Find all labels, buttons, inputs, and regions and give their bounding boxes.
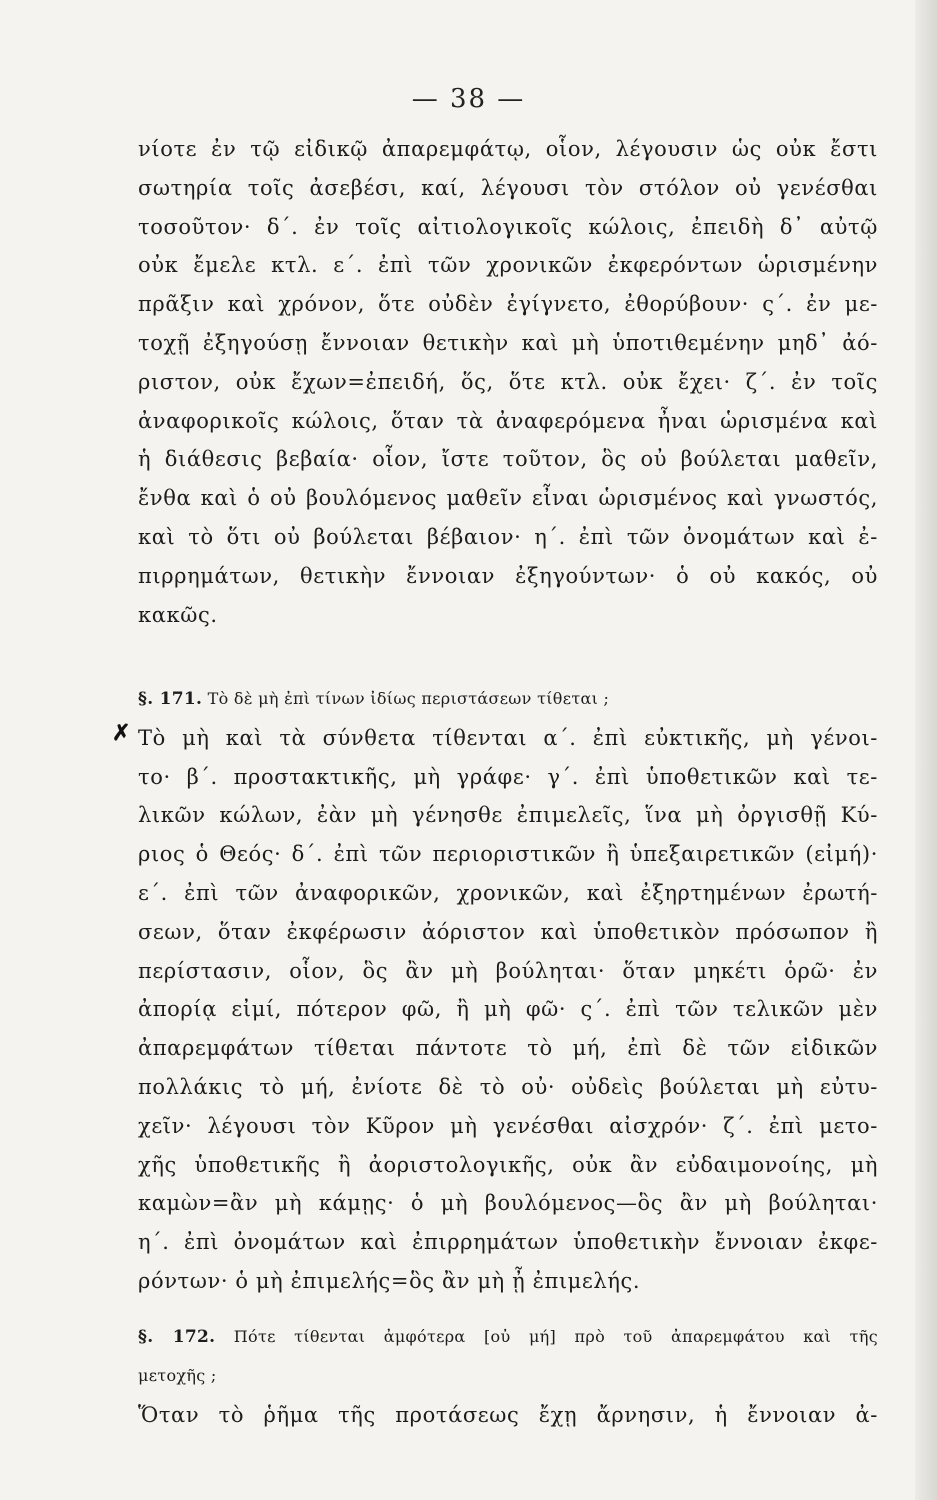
text-line: ἀπορίᾳ εἰμί, πότερον φῶ, ἢ μὴ φῶ· ς΄. ἐπὶ τῶν τελικῶν μὲν <box>138 997 878 1022</box>
section-number: §. 171. <box>138 689 203 709</box>
text-line: ε΄. ἐπὶ τῶν ἀναφορικῶν, χρονικῶν, καὶ ἐξηρτημένων ἐρωτή- <box>138 880 878 905</box>
text-line: σεων, ὅταν ἐκφέρωσιν ἀόριστον καὶ ὑποθετικὸν πρόσωπον ἢ <box>138 919 878 944</box>
text-line: χεῖν· λέγουσι τὸν Κῦρον μὴ γενέσθαι αἰσχρόν· ζ΄. ἐπὶ μετο- <box>138 1113 878 1138</box>
text-line: κακῶς. <box>138 602 218 627</box>
text-line: ριος ὁ Θεός· δ΄. ἐπὶ τῶν περιοριστικῶν ἢ ὑπεξαιρετικῶν (εἰμή)· <box>138 842 878 867</box>
section-question: Τὸ δὲ μὴ ἐπὶ τίνων ἰδίως περιστάσεων τίθεται ; <box>207 689 610 708</box>
section-heading <box>138 680 878 719</box>
text-line: πολλάκις τὸ μή, ἐνίοτε δὲ τὸ οὐ· οὐδεὶς βούλεται μὴ εὐτυ- <box>138 1074 878 1099</box>
text-line: ἀναφορικοῖς κώλοις, ὅταν τὰ ἀναφερόμενα ἦναι ὡρισμένα καὶ <box>138 408 878 433</box>
text-line: καὶ τὸ ὅτι οὐ βούλεται βέβαιον· η΄. ἐπὶ τῶν ὀνομάτων καὶ ἐ- <box>138 524 878 549</box>
text-line: περίστασιν, οἷον, ὃς ἂν μὴ βούληται· ὅταν μηκέτι ὁρῶ· ἐν <box>138 958 878 983</box>
text-line: λικῶν κώλων, ἐὰν μὴ γένησθε ἐπιμελεῖς, ἵνα μὴ ὀργισθῇ Κύ- <box>138 803 878 828</box>
text-line: σωτηρία τοῖς ἀσεβέσι, καί, λέγουσι τὸν στόλον οὐ γενέσθαι <box>138 175 878 200</box>
text-line: τοσοῦτον· δ΄. ἐν τοῖς αἰτιολογικοῖς κώλοις, ἐπειδὴ δ᾽ αὐτῷ <box>138 214 878 239</box>
text-line: το· β΄. προστακτικῆς, μὴ γράφε· γ΄. ἐπὶ ὑποθετικῶν καὶ τε- <box>138 764 878 789</box>
text-line: τοχῇ ἐξηγούσῃ ἔννοιαν θετικὴν καὶ μὴ ὑποτιθεμένην μηδ᾽ ἀό- <box>138 330 878 355</box>
section-172 <box>138 1318 878 1434</box>
text-line: χῆς ὑποθετικῆς ἢ ἀοριστολογικῆς, οὐκ ἂν εὐδαιμονοίης, μὴ <box>138 1152 878 1177</box>
text-line: ἔνθα καὶ ὁ οὐ βουλόμενος μαθεῖν εἶναι ὡρισμένος καὶ γνωστός, <box>138 486 878 511</box>
section-heading <box>138 1318 878 1357</box>
text-line: ἡ διάθεσις βεβαία· οἷον, ἴστε τοῦτον, ὃς οὐ βούλεται μαθεῖν, <box>138 447 878 472</box>
scan-edge <box>915 0 937 1500</box>
text-line: καμὼν=ἂν μὴ κάμῃς· ὁ μὴ βουλόμενος—ὃς ἂν μὴ βούληται· <box>138 1191 878 1216</box>
section-171 <box>138 680 878 1301</box>
section-question-continuation: μετοχῆς ; <box>138 1365 217 1385</box>
text-line: Τὸ μὴ καὶ τὰ σύνθετα τίθενται α΄. ἐπὶ εὐκτικῆς, μὴ γένοι- <box>138 725 878 750</box>
text-line: η΄. ἐπὶ ὀνομάτων καὶ ἐπιρρημάτων ὑποθετικὴν ἔννοιαν ἐκφε- <box>138 1230 878 1255</box>
paragraph-continuation <box>138 130 878 634</box>
section-number: §. 172. <box>138 1327 216 1347</box>
text-line: νίοτε ἐν τῷ εἰδικῷ ἀπαρεμφάτῳ, οἷον, λέγουσιν ὡς οὐκ ἔστι <box>138 137 878 161</box>
margin-mark: ✗ <box>112 720 131 746</box>
text-line: ριστον, οὐκ ἔχων=ἐπειδή, ὅς, ὅτε κτλ. οὐκ ἔχει· ζ΄. ἐν τοῖς <box>138 369 878 394</box>
text-line: ἀπαρεμφάτων τίθεται πάντοτε τὸ μή, ἐπὶ δὲ τῶν εἰδικῶν <box>138 1036 878 1061</box>
text-line: πρᾶξιν καὶ χρόνον, ὅτε οὐδὲν ἐγίγνετο, ἐθορύβουν· ς΄. ἐν με- <box>138 292 878 317</box>
text-line: οὐκ ἔμελε κτλ. ε΄. ἐπὶ τῶν χρονικῶν ἐκφερόντων ὡρισμένην <box>138 253 878 278</box>
page-number: — 38 — <box>411 84 526 114</box>
text-line: πιρρημάτων, θετικὴν ἔννοιαν ἐξηγούντων· ὁ οὐ κακός, οὐ <box>138 563 878 588</box>
text-line: Ὅταν τὸ ῥῆμα τῆς προτάσεως ἔχῃ ἄρνησιν, ἡ ἔννοιαν ἀ- <box>138 1402 878 1427</box>
text-line: ρόντων· ὁ μὴ ἐπιμελής=ὃς ἂν μὴ ᾖ ἐπιμελής. <box>138 1268 641 1293</box>
section-question: Πότε τίθενται ἀμφότερα [οὐ μή] πρὸ τοῦ ἀπαρεμφάτου καὶ τῆς <box>233 1327 878 1346</box>
